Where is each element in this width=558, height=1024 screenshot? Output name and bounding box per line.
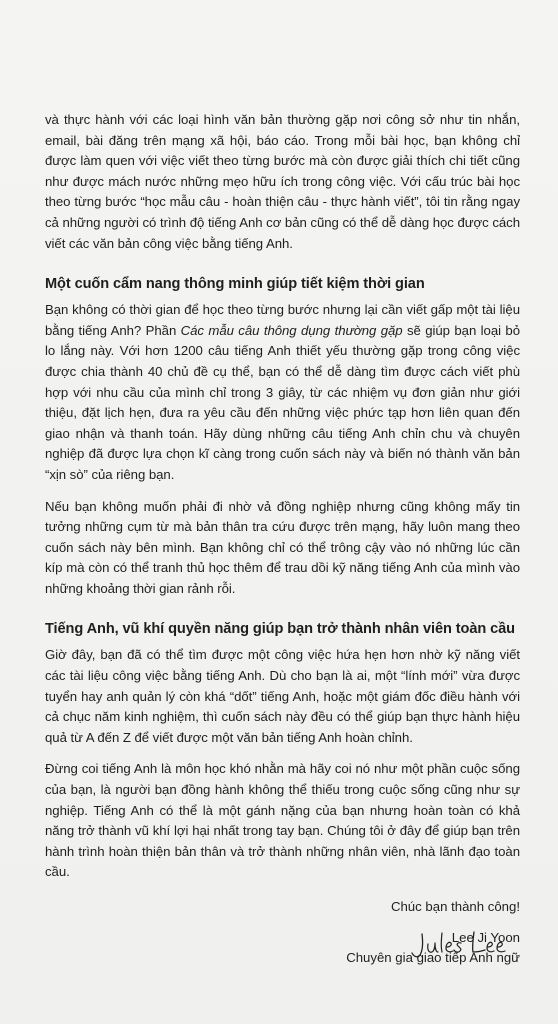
section2-paragraph-1: Giờ đây, bạn đã có thể tìm được một công việc hứa hẹn hơn nhờ kỹ năng viết các tài liệu công việc bằng tiếng Anh. Dù cho bạn là ai, một “lính mới” vừa được tuyển hay anh quản lý còn khá “dốt” tiếng Anh, hoặc một giám đốc điều hành với cả chục năm kinh nghiệm, thì cuốn sách này đều có thể giúp bạn thực hành hiệu quả từ A đến Z để viết được một văn bản tiếng Anh hoàn chỉnh. xyxy=(45,647,520,745)
author-name: Lee Ji Yoon xyxy=(451,929,520,945)
section2-paragraph-2: Đừng coi tiếng Anh là môn học khó nhằn mà hãy coi nó như một phần cuộc sống của bạn, là người bạn đồng hành không thể thiếu trong cuộc sống cũng như sự nghiệp. Tiếng Anh có thể là một gánh nặng của bạn nhưng hoàn toàn có khả năng trở thành vũ khí lợi hại nhất trong tay bạn. Chúng tôi ở đây để giúp bạn trên hành trình hoàn thiện bản thân và trở thành những nhân viên, nhà lãnh đạo toàn cầu. xyxy=(45,761,520,880)
intro-paragraph: và thực hành với các loại hình văn bản thường gặp nơi công sở như tin nhắn, email, bài đăng trên mạng xã hội, báo cáo. Trong mỗi bài học, bạn không chỉ được làm quen với việc viết theo từng bước mà còn được giải thích chi tiết cũng như được mách nước những mẹo hữu ích trong công việc. Với cấu trúc bài học theo từng bước “học mẫu câu - hoàn thiện câu - thực hành viết”, tôi tin rằng ngay cả những người có trình độ tiếng Anh cơ bản cũng có thể dễ dàng học được cách viết các văn bản công việc bằng tiếng Anh. xyxy=(45,112,520,251)
section1-p1-italic-title: Các mẫu câu thông dụng thường gặp xyxy=(180,322,403,338)
section1-paragraph-1 xyxy=(45,300,520,485)
section1-p1-text-after: sẽ giúp bạn loại bỏ lo lắng này. Với hơn 1200 câu tiếng Anh thiết yếu thường gặp trong công việc được chia thành 40 chủ đề cụ thể, bạn có thể dễ dàng tìm được cách viết phù hợp với nhu cầu của mình chỉ trong 3 giây, từ các nhiệm vụ đơn giản như giới thiệu, đặt lịch hẹn, đưa ra yêu cầu đến những việc phức tạp hơn liên quan đến giao nhận và thanh toán. Hãy dùng những câu tiếng Anh chỉn chu và chuyên nghiệp đã được lựa chọn kĩ càng trong cuốn sách này và biến nó thành văn bản “xịn sò” của riêng bạn. xyxy=(45,322,520,482)
section-heading-time-saving: Một cuốn cẩm nang thông minh giúp tiết kiệm thời gian xyxy=(45,276,425,293)
handwritten-signature xyxy=(408,928,518,962)
section-heading-global-employee: Tiếng Anh, vũ khí quyền năng giúp bạn trở thành nhân viên toàn cầu xyxy=(45,621,515,638)
section1-p1-text-before: Bạn không có thời gian để học theo từng bước nhưng lại cần viết gấp một tài liệu bằng tiếng Anh? Phần xyxy=(45,302,520,338)
closing-wish: Chúc bạn thành công! xyxy=(390,899,520,914)
author-title: Chuyên gia giao tiếp Anh ngữ xyxy=(346,950,520,966)
page-content xyxy=(45,110,520,969)
section1-paragraph-2: Nếu bạn không muốn phải đi nhờ vả đồng nghiệp nhưng cũng không mấy tin tưởng những cụm từ mà bản thân tra cứu được trên mạng, hãy luôn mang theo cuốn sách này bên mình. Bạn không chỉ có thể trông cậy vào nó những lúc cần kíp mà còn có thể tranh thủ học thêm để trau dồi kỹ năng tiếng Anh của mình vào những khoảng thời gian rảnh rỗi. xyxy=(45,498,520,596)
